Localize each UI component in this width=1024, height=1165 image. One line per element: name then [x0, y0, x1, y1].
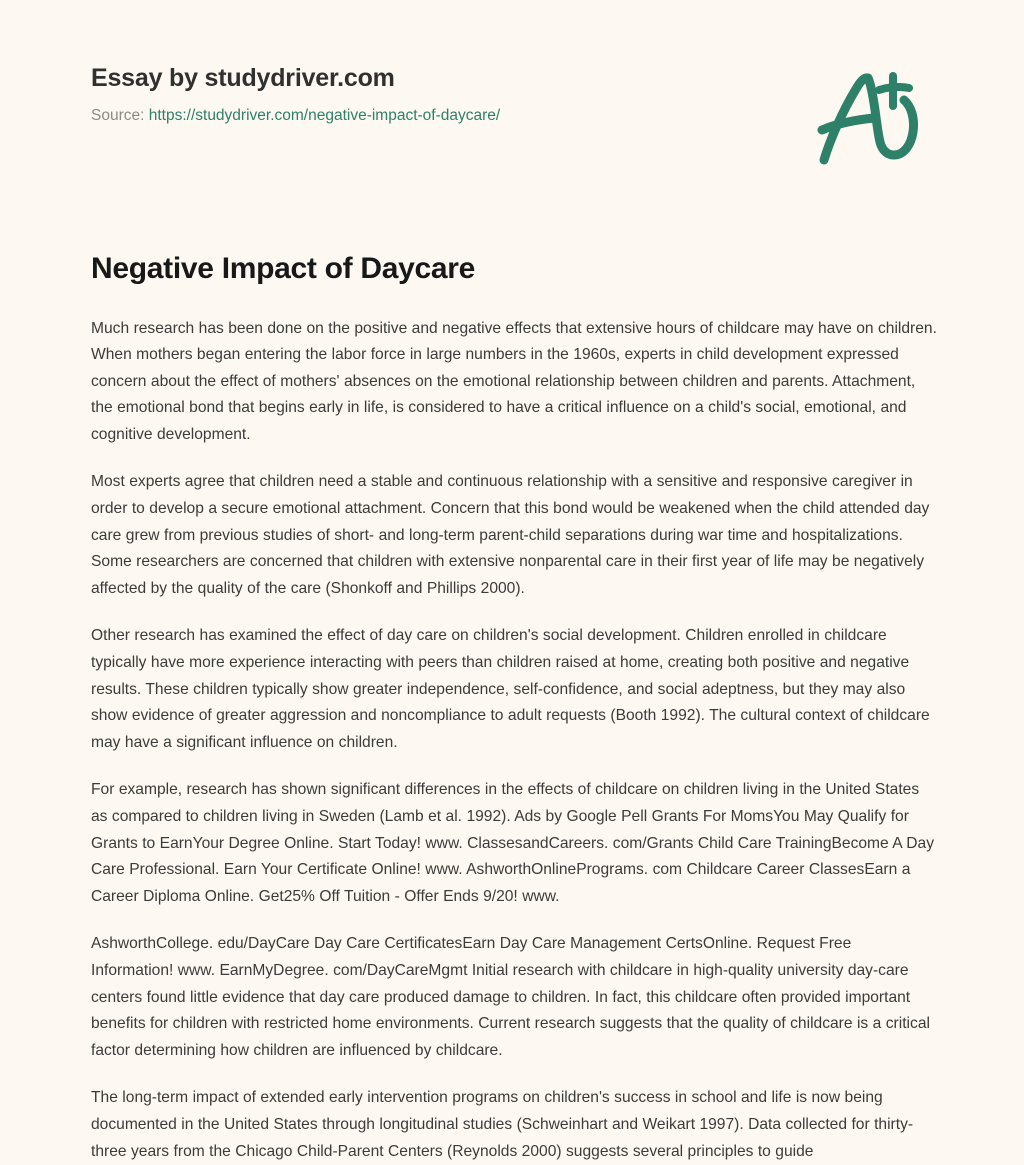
article-paragraph: Other research has examined the effect of day care on children's social development. Children enrolled in childcare typically have more experience interacting with peers than children raised at home, creating both positive and negative results. These children typically show greater independence, self-confidence, and social adeptness, but they may also show evidence of greater aggression and noncompliance to adult requests (Booth 1992). The cultural context of childcare may have a significant influence on children. [91, 623, 937, 756]
header-text-block [91, 63, 500, 126]
page-header [0, 0, 1024, 200]
article-container [91, 250, 937, 1165]
studydriver-a-plus-logo-icon [812, 62, 932, 170]
article-paragraph: AshworthCollege. edu/DayCare Day Care CertificatesEarn Day Care Management CertsOnline. Request Free Information! www. EarnMyDegree. com/DayCareMgmt Initial research with childcare in high-quality university day-care centers found little evidence that day care produced damage to children. In fact, this childcare often provided important benefits for children with restricted home environments. Current research suggests that the quality of childcare is a critical factor determining how children are influenced by childcare. [91, 931, 937, 1064]
article-paragraph: Much research has been done on the positive and negative effects that extensive hours of childcare may have on children. When mothers began entering the labor force in large numbers in the 1960s, experts in child development expressed concern about the effect of mothers' absences on the emotional relationship between children and parents. Attachment, the emotional bond that begins early in life, is considered to have a critical influence on a child's social, emotional, and cognitive development. [91, 316, 937, 449]
article-body [91, 316, 937, 1165]
essay-byline: Essay by studydriver.com [91, 63, 500, 93]
article-paragraph: Most experts agree that children need a stable and continuous relationship with a sensitive and responsive caregiver in order to develop a secure emotional attachment. Concern that this bond would be weakened when the child attended day care grew from previous studies of short- and long-term parent-child separations during war time and hospitalizations. Some researchers are concerned that children with extensive nonparental care in their first year of life may be negatively affected by the quality of the care (Shonkoff and Phillips 2000). [91, 469, 937, 602]
source-url-link[interactable]: https://studydriver.com/negative-impact-of-daycare/ [149, 107, 500, 124]
article-paragraph: The long-term impact of extended early intervention programs on children's success in school and life is now being documented in the United States through longitudinal studies (Schweinhart and Weikart 1997). Data collected for thirty-three years from the Chicago Child-Parent Centers (Reynolds 2000) suggests several principles to guide [91, 1085, 937, 1165]
a-plus-logo-icon [812, 62, 932, 170]
source-line [91, 106, 500, 126]
page-title: Negative Impact of Daycare [91, 250, 937, 288]
source-label: Source: [91, 107, 144, 124]
article-paragraph: For example, research has shown significant differences in the effects of childcare on children living in the United States as compared to children living in Sweden (Lamb et al. 1992). Ads by Google Pell Grants For MomsYou May Qualify for Grants to EarnYour Degree Online. Start Today! www. ClassesandCareers. com/Grants Child Care TrainingBecome A Day Care Professional. Earn Your Certificate Online! www. AshworthOnlinePrograms. com Childcare Career ClassesEarn a Career Diploma Online. Get25% Off Tuition - Offer Ends 9/20! www. [91, 777, 937, 910]
